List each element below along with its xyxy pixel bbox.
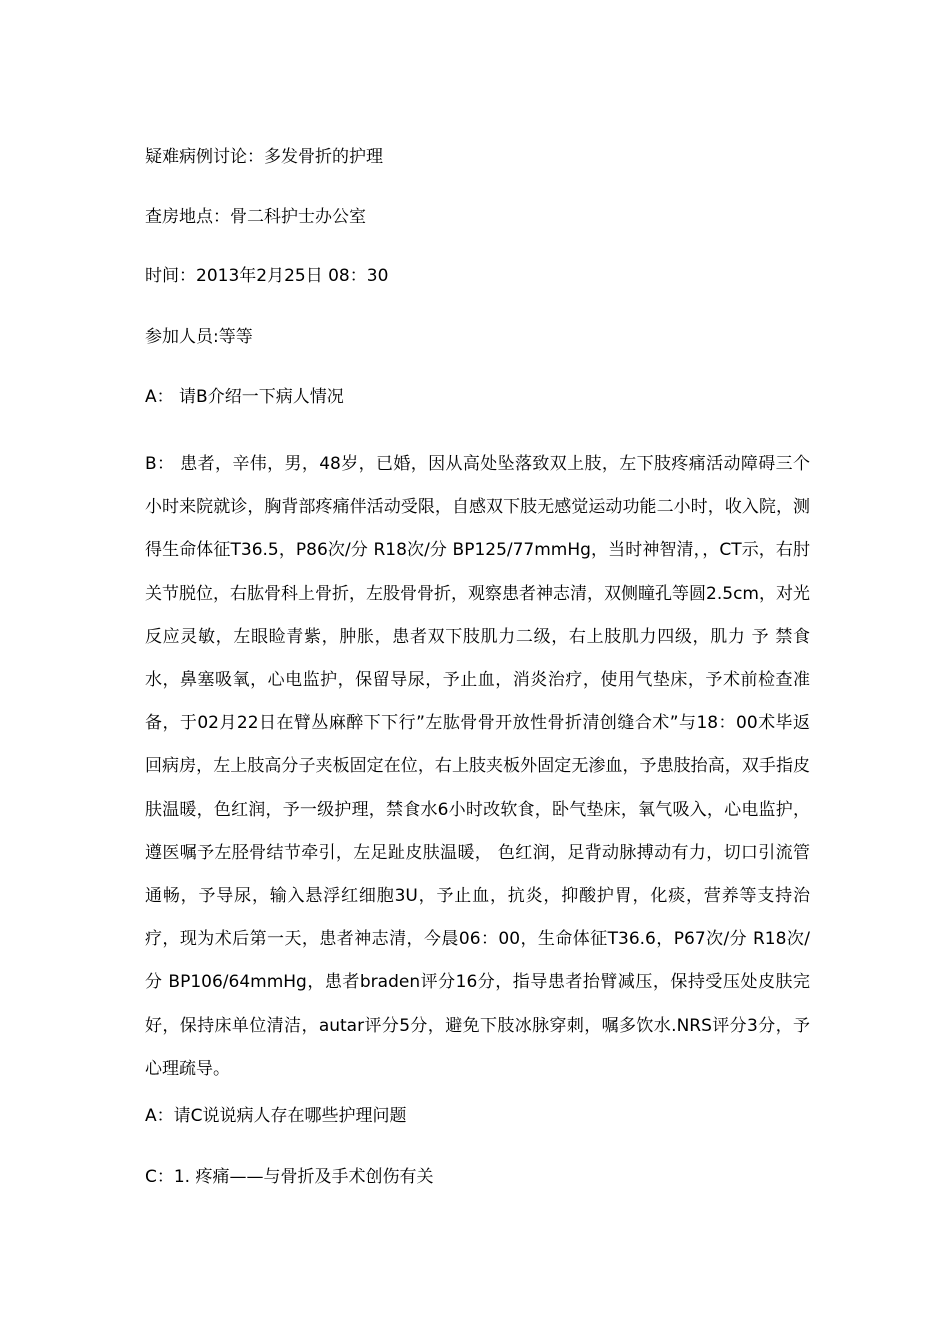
document-title: 疑难病例讨论：多发骨折的护理 <box>145 147 383 167</box>
dialogue-c-answer-1: C：1. 疼痛——与骨折及手术创伤有关 <box>145 1167 434 1187</box>
dialogue-a-prompt-1: A： 请B介绍一下病人情况 <box>145 387 344 407</box>
dialogue-b-case-report: B： 患者，辛伟，男，48岁，已婚，因从高处坠落致双上肢，左下肢疼痛活动障碍三个小时来院就诊，胸背部疼痛伴活动受限，自感双下肢无感觉运动功能二小时，收入院，测得生命体征T36.5，P86次/分 R18次/分 BP125/77mmHg，当时神智清，，CT示，右肘关节脱位，右肱骨科上骨折，左股骨骨折，观察患者神志清，双侧瞳孔等圆2.5cm，对光反应灵敏，左眼睑青紫，肿胀，患者双下肢肌力二级，右上肢肌力四级，肌力 予 禁食水，鼻塞吸氧，心电监护，保留导尿，予止血，消炎治疗，使用气垫床，予术前检查准备，于02月22日在臂丛麻醉下下行”左肱骨骨开放性骨折清创缝合术”与18：00术毕返回病房，左上肢高分子夹板固定在位，右上肢夹板外固定无渗血，予患肢抬高，双手指皮肤温暖，色红润，予一级护理，禁食水6小时改软食，卧气垫床，氧气吸入，心电监护，遵医嘱予左胫骨结节牵引，左足趾皮肤温暖， 色红润，足背动脉搏动有力，切口引流管通畅，予导尿，输入悬浮红细胞3U，予止血，抗炎，抑酸护胃，化痰，营养等支持治疗，现为术后第一天，患者神志清，今晨06：00，生命体征T36.6，P67次/分 R18次/分 BP106/64mmHg，患者braden评分16分，指导患者抬臂减压，保持受压处皮肤完好，保持床单位清洁，autar评分5分，避免下肢冰脉穿刺，嘱多饮水.NRS评分3分，予心理疏导。 <box>145 454 810 1079</box>
rounds-location: 查房地点：骨二科护士办公室 <box>145 207 366 227</box>
rounds-time: 时间：2013年2月25日 08：30 <box>145 266 389 286</box>
dialogue-a-prompt-2: A：请C说说病人存在哪些护理问题 <box>145 1106 407 1126</box>
participants: 参加人员:等等 <box>145 327 253 347</box>
